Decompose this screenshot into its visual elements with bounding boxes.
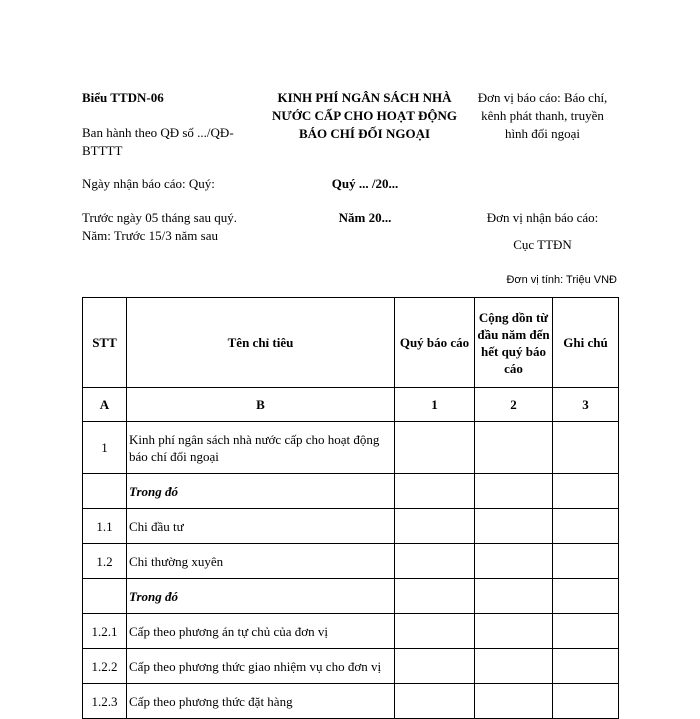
row-stt (83, 474, 127, 509)
reporting-unit (470, 89, 615, 143)
row-quarter-value[interactable] (395, 614, 475, 649)
row-cumulative-value[interactable] (475, 649, 553, 684)
row-name: Cấp theo phương thức giao nhiệm vụ cho đơn vị (127, 649, 395, 684)
row-name: Cấp theo phương thức đặt hàng (127, 684, 395, 719)
receive-date-label: Ngày nhận báo cáo: Quý: (82, 176, 215, 191)
receiving-unit-label: Đơn vị nhận báo cáo: (486, 210, 599, 225)
row-note[interactable] (553, 474, 619, 509)
unit-of-measure: Đơn vị tính: Triệu VNĐ (506, 274, 617, 286)
row-quarter-value[interactable] (395, 544, 475, 579)
row-name: Trong đó (127, 474, 395, 509)
reporting-unit-line-3: hình đối ngoại (504, 126, 581, 141)
title-line-3: BÁO CHÍ ĐỐI NGOẠI (298, 126, 431, 141)
report-table (82, 297, 619, 719)
report-year: Năm 20... (338, 210, 392, 225)
table-row (83, 509, 619, 544)
report-title (262, 89, 467, 143)
title-line-1: KINH PHÍ NGÂN SÁCH NHÀ (277, 90, 452, 105)
row-cumulative-value[interactable] (475, 474, 553, 509)
form-code: Biểu TTDN-06 (82, 90, 164, 105)
deadline-quarter: Trước ngày 05 tháng sau quý. (82, 210, 237, 225)
table-row (83, 614, 619, 649)
row-note[interactable] (553, 684, 619, 719)
row-name: Trong đó (127, 579, 395, 614)
row-stt: 1.2.1 (83, 614, 127, 649)
table-row (83, 649, 619, 684)
issued-by: Ban hành theo QĐ số .../QĐ-BTTTT (82, 125, 234, 158)
row-cumulative-value[interactable] (475, 579, 553, 614)
row-stt: 1.1 (83, 509, 127, 544)
row-quarter-value[interactable] (395, 474, 475, 509)
reporting-unit-line-1: Đơn vị báo cáo: Báo chí, (477, 90, 608, 105)
col-header-name: Tên chỉ tiêu (127, 298, 395, 388)
table-row (83, 579, 619, 614)
row-cumulative-value[interactable] (475, 614, 553, 649)
table-code-row (83, 388, 619, 422)
row-name: Chi thường xuyên (127, 544, 395, 579)
row-cumulative-value[interactable] (475, 509, 553, 544)
row-stt: 1.2 (83, 544, 127, 579)
row-stt: 1.2.3 (83, 684, 127, 719)
row-cumulative-value[interactable] (475, 422, 553, 474)
row-cumulative-value[interactable] (475, 684, 553, 719)
code-2: 2 (475, 388, 553, 422)
row-name: Chi đầu tư (127, 509, 395, 544)
col-header-cumulative: Cộng dồn từ đầu năm đến hết quý báo cáo (475, 298, 553, 388)
row-note[interactable] (553, 422, 619, 474)
table-row (83, 474, 619, 509)
row-name: Kinh phí ngân sách nhà nước cấp cho hoạt động báo chí đối ngoại (127, 422, 395, 474)
row-note[interactable] (553, 649, 619, 684)
row-cumulative-value[interactable] (475, 544, 553, 579)
reporting-unit-line-2: kênh phát thanh, truyền (481, 108, 604, 123)
row-note[interactable] (553, 579, 619, 614)
row-note[interactable] (553, 614, 619, 649)
receiving-unit: Cục TTĐN (513, 237, 572, 252)
title-line-2: NƯỚC CẤP CHO HOẠT ĐỘNG (272, 108, 457, 123)
row-quarter-value[interactable] (395, 684, 475, 719)
row-note[interactable] (553, 544, 619, 579)
code-b: B (127, 388, 395, 422)
table-header-row (83, 298, 619, 388)
code-a: A (83, 388, 127, 422)
code-3: 3 (553, 388, 619, 422)
col-header-stt: STT (83, 298, 127, 388)
col-header-note: Ghi chú (553, 298, 619, 388)
table-row (83, 422, 619, 474)
row-quarter-value[interactable] (395, 649, 475, 684)
row-quarter-value[interactable] (395, 422, 475, 474)
report-quarter: Quý ... /20... (331, 176, 399, 191)
code-1: 1 (395, 388, 475, 422)
table-row (83, 684, 619, 719)
row-stt: 1.2.2 (83, 649, 127, 684)
row-stt: 1 (83, 422, 127, 474)
row-stt (83, 579, 127, 614)
row-name: Cấp theo phương án tự chủ của đơn vị (127, 614, 395, 649)
row-quarter-value[interactable] (395, 509, 475, 544)
row-quarter-value[interactable] (395, 579, 475, 614)
deadline-year: Năm: Trước 15/3 năm sau (82, 228, 218, 243)
row-note[interactable] (553, 509, 619, 544)
table-row (83, 544, 619, 579)
col-header-quarter: Quý báo cáo (395, 298, 475, 388)
